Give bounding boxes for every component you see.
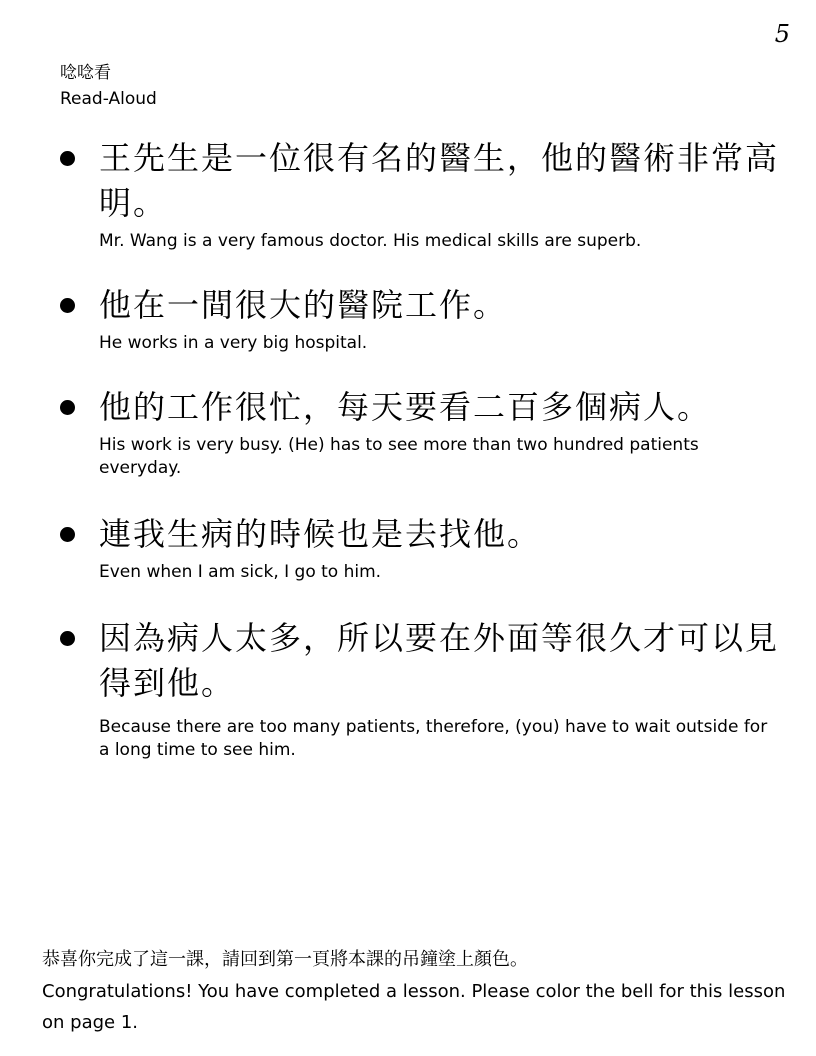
completion-message [42,946,792,1038]
sentence-chinese: 他在一間很大的醫院工作。 [99,286,508,324]
sentence-english: His work is very busy. (He) has to see more than two hundred patients everyday. [99,435,699,478]
sentence-english: Even when I am sick, I go to him. [99,562,382,582]
sentence-chinese: 王先生是一位很有名的醫生，他的醫術非常高明。 [99,139,780,222]
sentence-list [0,136,816,762]
sentence-item [0,512,816,584]
section-title-chinese: 唸唸看 [60,63,111,83]
completion-message-english: Congratulations! You have completed a lesson. Please color the bell for this lesson on page 1. [42,981,786,1033]
bullet-icon [60,527,75,542]
bullet-icon [60,631,75,646]
bullet-icon [60,298,75,313]
sentence-english: He works in a very big hospital. [99,333,368,353]
sentence-chinese: 連我生病的時候也是去找他。 [99,515,542,553]
sentence-english: Because there are too many patients, therefore, (you) have to wait outside for a long time to see him. [99,717,768,760]
completion-message-chinese: 恭喜你完成了這一課，請回到第一頁將本課的吊鐘塗上顏色。 [42,949,528,970]
bullet-icon [60,400,75,415]
sentence-item [0,283,816,355]
sentence-chinese: 他的工作很忙，每天要看二百多個病人。 [99,388,712,426]
sentence-item [0,136,816,253]
sentence-english: Mr. Wang is a very famous doctor. His medical skills are superb. [99,231,642,251]
sentence-item [0,385,816,480]
sentence-chinese: 因為病人太多，所以要在外面等很久才可以見得到他。 [99,619,780,702]
bullet-icon [60,151,75,166]
page-number: 5 [774,20,790,48]
section-title-english: Read-Aloud [60,89,157,109]
sentence-item [0,616,816,762]
